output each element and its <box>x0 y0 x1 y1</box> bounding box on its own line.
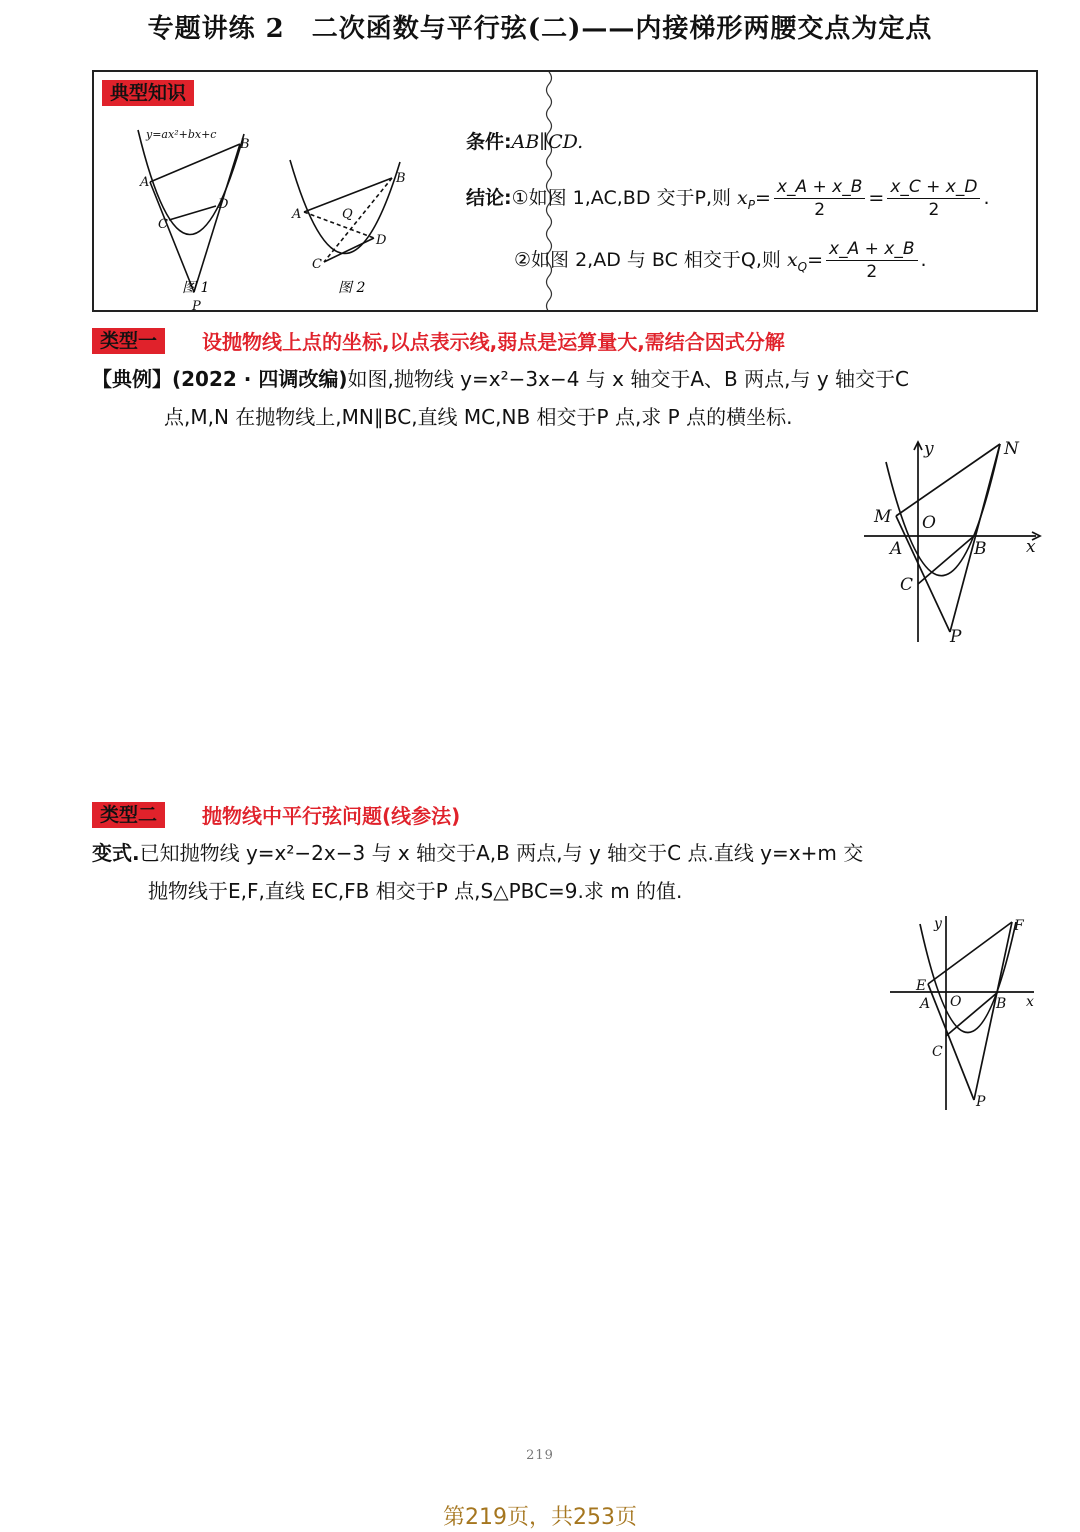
fig1-line-bp <box>194 144 240 292</box>
page-title: 专题讲练 2 二次函数与平行弦(二)——内接梯形两腰交点为定点 <box>147 14 933 44</box>
type1-line2: 点,M,N 在抛物线上,MN∥BC,直线 MC,NB 相交于P 点,求 P 点的横坐标. <box>164 405 793 429</box>
type2-problem <box>92 834 1052 910</box>
conclusion-label: 结论: <box>466 187 512 209</box>
fig2-label-b: B <box>396 171 406 186</box>
frac-ab2-den: 2 <box>866 262 878 282</box>
c1-lhs: x <box>737 187 748 209</box>
period-1: . <box>983 187 990 209</box>
page-number: 219 <box>526 1448 554 1463</box>
type2-line1: 已知抛物线 y=x²−2x−3 与 x 轴交于A,B 两点,与 y 轴交于C 点.直线 y=x+m 交 <box>139 841 864 865</box>
frac-ab-num: x_A + x_B <box>774 176 865 199</box>
conclusion-line-2 <box>514 238 927 283</box>
type2-label-b: B <box>996 996 1007 1012</box>
type2-label-y: y <box>934 916 942 932</box>
c1-lhs-sub: P <box>747 197 755 212</box>
type2-parabola <box>920 922 1016 1033</box>
fig2-label-q: Q <box>342 207 353 222</box>
conclusion-1-text: ①如图 1,AC,BD 交于P,则 <box>511 187 738 209</box>
fig1-label-p: P <box>192 299 201 312</box>
type1-label-o: O <box>922 513 936 533</box>
type1-line1: 如图,抛物线 y=x²−3x−4 与 x 轴交于A、B 两点,与 y 轴交于C <box>347 367 909 391</box>
frac-ab-den: 2 <box>814 200 826 220</box>
type1-label-p: P <box>950 627 962 646</box>
eq-sign-1: = <box>755 187 771 209</box>
fig2-label-a: A <box>292 207 302 222</box>
frac-cd <box>887 176 980 221</box>
eq-sign-3: = <box>807 249 824 271</box>
type1-label-c: C <box>900 575 914 595</box>
type1-label-b: B <box>974 539 987 559</box>
knowledge-box <box>92 70 1038 312</box>
frac-cd-den: 2 <box>928 200 940 220</box>
type1-label-a: A <box>890 539 903 559</box>
fig1-chord-cd <box>169 206 216 220</box>
type1-label-m: M <box>874 507 892 527</box>
fig1-label-b: B <box>240 137 250 152</box>
type1-label-n: N <box>1004 439 1019 459</box>
type1-tag: 类型一 <box>92 328 165 354</box>
type1-line-mp <box>896 516 950 632</box>
period-2: . <box>920 249 927 271</box>
frac-cd-num: x_C + x_D <box>887 176 980 199</box>
type2-label-a: A <box>920 996 931 1012</box>
conclusion-2-text: ②如图 2,AD 与 BC 相交于Q,则 <box>514 249 787 271</box>
condition-text: AB∥CD. <box>511 131 584 153</box>
type2-tag: 类型二 <box>92 802 165 828</box>
fig2-caption: 图 2 <box>338 280 366 296</box>
fig1-label-d: D <box>218 197 229 212</box>
type2-lead: 变式. <box>92 841 140 865</box>
knowledge-tag: 典型知识 <box>102 80 194 106</box>
fig1-line-ap <box>150 182 194 292</box>
type2-label-e: E <box>916 978 927 994</box>
frac-ab2-num: x_A + x_B <box>826 238 917 261</box>
frac-ab-1 <box>774 176 865 221</box>
fig2-label-d: D <box>376 233 387 248</box>
type1-problem <box>92 360 1052 436</box>
fig1-caption: 图 1 <box>182 280 210 296</box>
fig2-chord-cd <box>324 238 374 262</box>
type2-heading: 抛物线中平行弦问题(线参法) <box>202 804 461 828</box>
type1-line-np <box>950 444 1000 632</box>
eq-sign-2: = <box>868 187 885 209</box>
type2-figure <box>886 910 1046 1114</box>
condition-label: 条件: <box>466 131 512 153</box>
type1-line-cb <box>918 536 974 584</box>
type2-label-c: C <box>932 1044 943 1060</box>
type2-label-f: F <box>1014 918 1024 934</box>
frac-ab-2 <box>826 238 917 283</box>
type2-line-fp <box>974 922 1012 1100</box>
c2-lhs: x <box>786 249 798 271</box>
fig1-eq: y=ax²+bx+c <box>146 128 217 141</box>
fig1-label-a: A <box>140 175 150 190</box>
condition-line <box>466 128 583 156</box>
fig2-label-c: C <box>312 257 322 272</box>
type1-label-y: y <box>924 439 934 459</box>
type2-label-o: O <box>950 994 962 1010</box>
fig1-label-c: C <box>158 217 168 232</box>
type2-line2: 抛物线于E,F,直线 EC,FB 相交于P 点,S△PBC=9.求 m 的值. <box>148 879 683 903</box>
type2-label-p: P <box>976 1094 986 1110</box>
page-footer: 第219页，共253页 <box>443 1505 637 1530</box>
type1-figure <box>856 436 1046 646</box>
c2-lhs-sub: Q <box>797 259 808 274</box>
type1-heading: 设抛物线上点的坐标,以点表示线,弱点是运算量大,需结合因式分解 <box>202 330 785 354</box>
type1-lead: 【典例】(2022 · 四调改编) <box>92 367 348 391</box>
type1-label-x: x <box>1026 537 1036 557</box>
type2-label-x: x <box>1026 994 1034 1010</box>
fig1-chord-ab <box>150 144 240 182</box>
conclusion-line-1 <box>466 176 990 221</box>
